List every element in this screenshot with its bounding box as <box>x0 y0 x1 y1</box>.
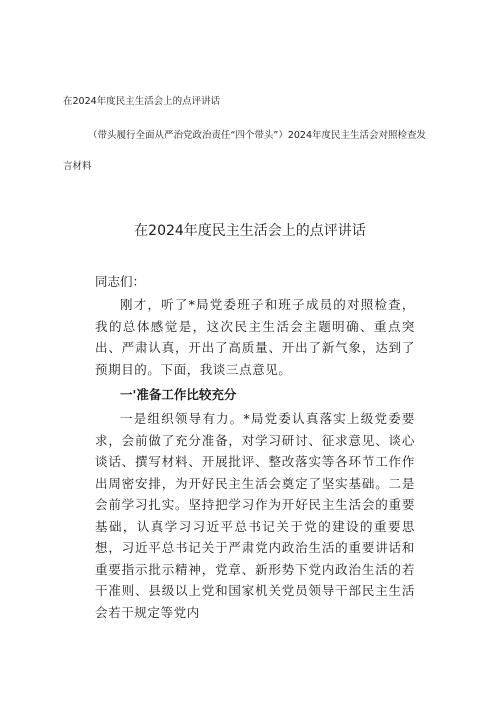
paragraph-section-1: 一是组织领导有力。*局党委认真落实上级党委要求，会前做了充分准备，对学习研讨、征求意见、谈心谈话、撰写材料、开展批评、整改落实等各环节工作作出周密安排，为开好民主生活会奠定了坚实基础。二是会前学习扎实。坚持把学习作为开好民主生活会的重要基础，认真学习习近平总书记关于党的建设的重要思想，习近平总书记关于严肃党内政治生活的重要讲话和重要指示批示精神，党章、新形势下党内政治生活的若干准则、县级以上党和国家机关党员领导干部民主生活会若干规定等党内 <box>95 411 415 620</box>
header-subtitle-continuation: 言材料 <box>63 161 92 172</box>
header-title-line: 在2024年度民主生活会上的点评讲话 <box>63 96 221 107</box>
header-subtitle-line: （带头履行全面从严治党政治责任“四个带头”）2024年度民主生活会对照检查发 <box>88 130 427 141</box>
salutation: 同志们： <box>95 274 146 289</box>
section-heading-1: 一'准备工作比较充分 <box>120 387 237 402</box>
paragraph-intro: 刚才，听了*局党委班子和班子成员的对照检查，我的总体感觉是，这次民主生活会主题明确、重点突出、严肃认真，开出了高质量、开出了新气象，达到了预期目的。下面，我谈三点意见。 <box>95 297 415 377</box>
document-title: 在2024年度民主生活会上的点评讲话 <box>134 223 366 239</box>
